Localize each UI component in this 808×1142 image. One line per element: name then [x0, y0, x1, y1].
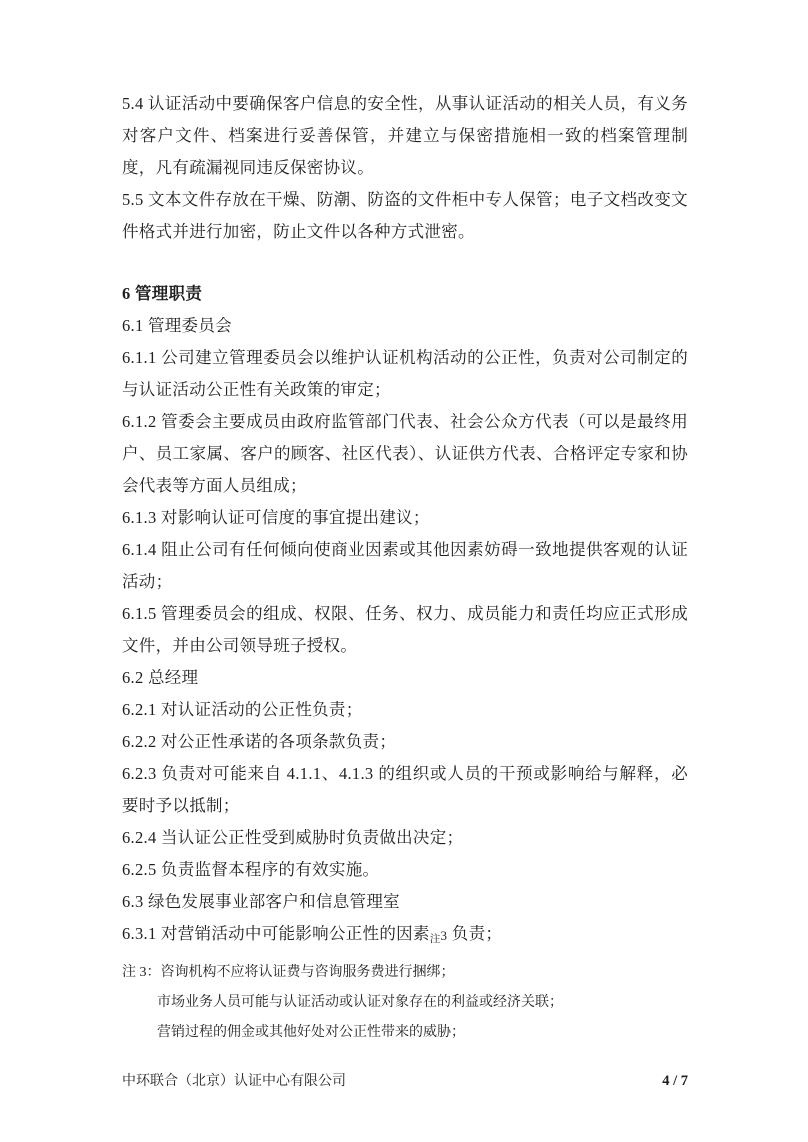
- footnote-marker-num: 3: [440, 928, 448, 943]
- paragraph-5-5: 5.5 文本文件存放在干燥、防潮、防盗的文件柜中专人保管；电子文档改变文件格式并进行加密，防止文件以各种方式泄密。: [122, 190, 688, 241]
- paragraph-6-2-4: 6.2.4 当认证公正性受到威胁时负责做出决定；: [122, 828, 464, 847]
- paragraph-6-3-1-suffix: 负责；: [447, 924, 503, 943]
- document-body: [122, 88, 688, 1048]
- paragraph-6-2-3: 6.2.3 负责对可能来自 4.1.1、4.1.3 的组织或人员的干预或影响给与解释，必要时予以抵制；: [122, 764, 688, 815]
- footnote-line: 市场业务人员可能与认证活动或认证对象存在的利益或经济关联；: [157, 995, 563, 1010]
- paragraph-6-2-1: 6.2.1 对认证活动的公正性负责；: [122, 700, 363, 719]
- paragraph-5-4: 5.4 认证活动中要确保客户信息的安全性，从事认证活动的相关人员，有义务对客户文件、档案进行妥善保管，并建立与保密措施相一致的档案管理制度，凡有疏漏视同违反保密协议。: [122, 94, 688, 177]
- footnote-marker-cn: 注: [429, 934, 441, 945]
- paragraph-6-1-3: 6.1.3 对影响认证可信度的事宜提出建议；: [122, 508, 430, 527]
- paragraph-6-2-2: 6.2.2 对公正性承诺的各项条款负责；: [122, 732, 397, 751]
- subsection-heading-6-1: 6.1 管理委员会: [122, 316, 232, 335]
- paragraph-6-1-5: 6.1.5 管理委员会的组成、权限、任务、权力、成员能力和责任均应正式形成文件，并由公司领导班子授权。: [122, 604, 688, 655]
- paragraph-6-1-4: 6.1.4 阻止公司有任何倾向使商业因素或其他因素妨碍一致地提供客观的认证活动；: [122, 540, 688, 591]
- subsection-heading-6-2: 6.2 总经理: [122, 668, 199, 687]
- footer-page-number: 4 / 7: [662, 1073, 688, 1089]
- paragraph-6-1-2: 6.1.2 管委会主要成员由政府监管部门代表、社会公众方代表（可以是最终用户、员工家属、客户的顾客、社区代表）、认证供方代表、合格评定专家和协会代表等方面人员组成；: [122, 412, 688, 495]
- footer-company-name: 中环联合（北京）认证中心有限公司: [122, 1074, 346, 1089]
- page-footer: [122, 1070, 688, 1090]
- footnote-line: 营销过程的佣金或其他好处对公正性带来的威胁；: [157, 1025, 465, 1040]
- section-heading-6: 6 管理职责: [122, 284, 203, 303]
- footnote-line: 注 3：咨询机构不应将认证费与咨询服务费进行捆绑；: [122, 965, 455, 980]
- paragraph-6-2-5: 6.2.5 负责监督本程序的有效实施。: [122, 860, 380, 879]
- footnote-block: [122, 958, 688, 1048]
- paragraph-6-3-1-text: 6.3.1 对营销活动中可能影响公正性的因素: [122, 924, 430, 943]
- subsection-heading-6-3: 6.3 绿色发展事业部客户和信息管理室: [122, 892, 400, 911]
- paragraph-6-1-1: 6.1.1 公司建立管理委员会以维护认证机构活动的公正性，负责对公司制定的与认证活动公正性有关政策的审定；: [122, 348, 688, 399]
- paragraph-6-3-1: [122, 918, 688, 956]
